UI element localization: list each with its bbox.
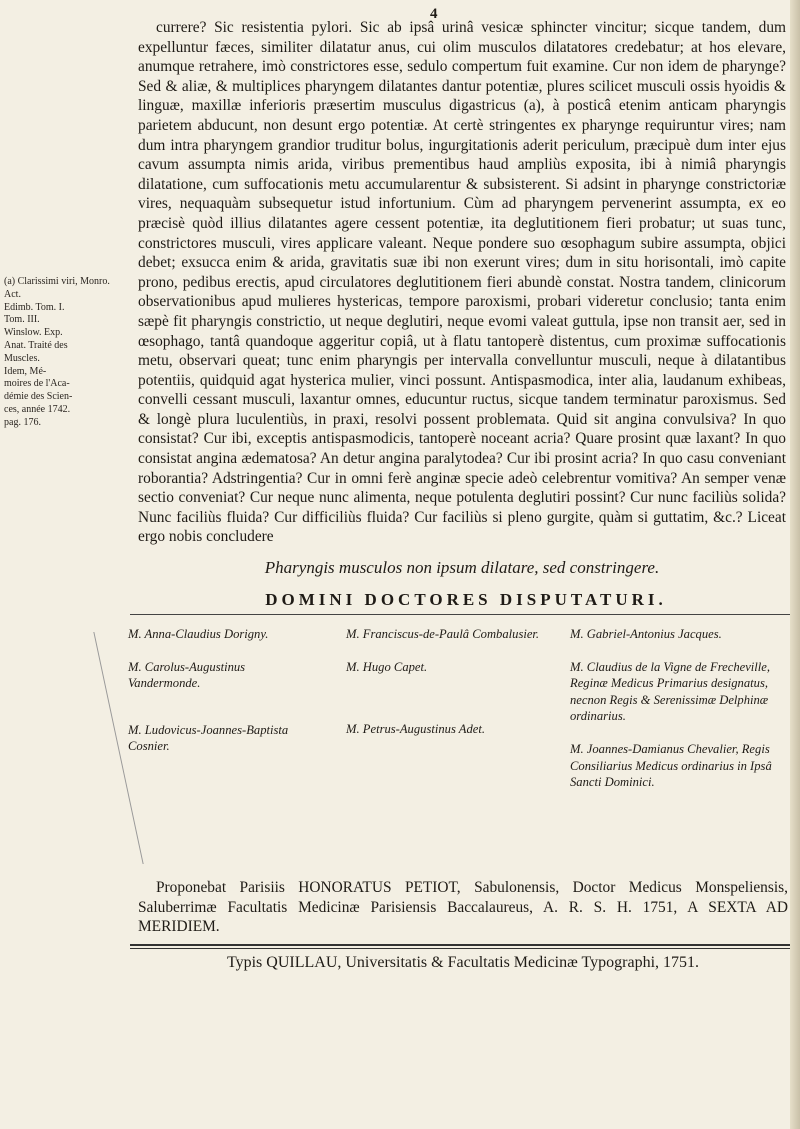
divider-thin [130, 948, 790, 949]
margin-note: Edimb. Tom. I. [4, 301, 65, 313]
divider-thick [130, 944, 790, 946]
body-paragraph: currere? Sic resistentia pylori. Sic ab ipsâ urinâ vesicæ sphincter vincitur; sicque tandem, dum expelluntur fæces, similiter dilatatur anus, cui olim musculos dilatatores credebatur; at hos elevare, anumque retrahere, imò constrictores esse, sedulo compertum fuit examine. Cur non idem de pharynge? Sed & aliæ, & multiplices pharyngem dilatantes dantur potentiæ, plures scilicet musculi ossis hyoidis & linguæ, maxillæ inferioris præsertim musculus digastricus (a), à posticâ etenim anticam pharyngis parietem abducunt, non desunt ergo potentiæ. At certè stringentes ex pharynge requiruntur vires; nam dum intra pharyngem grandior truditur bolus, ingurgitationis aderit periculum, præcipuè dum inter ejus cavum assumpta nimis arida, viribus prementibus haud ampliùs exposita, ibi à nimiâ pharyngis dilatatione, cum suffocationis metu accumularentur & subsisterent. Si adsint in pharynge constrictoriæ vires, nequaquàm subsequetur istud infortunium. Cùm ad pharyngem pervenerint assumpta, ex eo præcisè quòd illius dilatantes agere cessent potentiæ, ita deglutitionem fieri probatur; ut suas tunc, constrictores musculi, vires applicare valeant. Neque pondere suo œsophagum subire assumpta, objici debet; exsucca enim & arida, gravitatis suæ ibi non exerunt vires; dum in situ horisontali, imò capite prono, pedibus erectis, apud circulatores deglutitionem fieri abundè constat. Nostra tandem, clinicorum observationibus apud mulieres hystericas, tempore paroxismi, probari videretur conclusio; tanta enim sæpè fit pharyngis constrictio, ut neque deglutiri, neque evomi valeat guttula, ipse non transit aer, sed in œsophago, tantâ quandoque aggeritur copiâ, ut à flatu tantoperè distentus, cum proximæ suffocationis metu, observari queat; tunc enim pharyngis per intervalla convelluntur musculi, neque à dilatantibus potentiis, quidquid agat hysterica mulier, vinci possunt. Antispasmodica, inter alia, laudanum exhibeas, convelli cessant musculi, laxantur omnes, educuntur ructus, sicque tandem terminatur paroxismus. Sed & longè plura luculentiùs, in praxi, resolvi possent problemata. Quid sit angina convulsiva? In quo consistat? Cur ibi, exceptis antispasmodicis, tantoperè noceant acria? Quare prosint quæ laxant? In quo consistat angina ædematosa? An detur angina paralytodea? Cur ibi prosint acria? In quo casu conveniant roborantia? Adstringentia? Cur in omni ferè anginæ specie adeò celebrentur vomitiva? An semper venæ sectio conveniat? Cur neque nunc alimenta, neque potulenta deglutiri possint? Cur nunc faciliùs solida? Nunc faciliùs fluida? Cur difficiliùs fluida? Cur faciliùs si pleno gurgite, quàm si guttatim, &c.? Liceat ergo nobis concludere [138, 19, 786, 546]
margin-notes [4, 276, 126, 430]
doctors-column-1 [128, 626, 318, 771]
proponebat-text: Proponebat Parisiis HONORATUS PETIOT, Sabulonensis, Doctor Medicus Monspeliensis, Saluberrimæ Facultatis Medicinæ Parisiensis Baccalaureus, A. R. S. H. 1751, A SEXTA AD MERIDIEM. [138, 879, 788, 936]
doctor-entry: M. Hugo Capet. [346, 659, 428, 674]
doctor-entry: M. Anna-Claudius Dorigny. [128, 627, 269, 641]
doctors-column-2 [346, 626, 546, 754]
doctor-entry: M. Gabriel-Antonius Jacques. [570, 627, 722, 641]
margin-note: Muscles. [4, 352, 40, 364]
margin-note: démie des Scien- [4, 391, 73, 403]
doctor-entry: M. Carolus-Augustinus Vandermonde. [128, 659, 246, 691]
divider [130, 614, 790, 615]
doctors-heading: DOMINI DOCTORES DISPUTATURI. [265, 590, 667, 609]
doctor-entry: M. Claudius de la Vigne de Frecheville, Reginæ Medicus Primarius designatus, necnon Regis & Serenissimæ Delphinæ ordinarius. [570, 659, 771, 724]
margin-note: Idem, Mé- [4, 365, 47, 377]
margin-note: ces, année 1742. [4, 403, 71, 415]
thesis-statement: Pharyngis musculos non ipsum dilatare, sed constringere. [264, 558, 660, 577]
margin-note: (a) Clarissimi viri, Monro. Act. [4, 276, 110, 300]
margin-note: Winslow. Exp. [4, 327, 63, 339]
doctor-entry: M. Franciscus-de-Paulâ Combalusier. [346, 627, 540, 641]
doctors-column-3 [570, 626, 792, 807]
margin-note: pag. 176. [4, 416, 41, 428]
doctor-entry: M. Joannes-Damianus Chevalier, Regis Consiliarius Medicus ordinarius in Ipsâ Sancti Dominici. [570, 741, 772, 790]
margin-note: moires de l'Aca- [4, 378, 70, 390]
margin-note: Tom. III. [4, 314, 40, 326]
page-number: 4 [430, 6, 438, 22]
doctor-entry: M. Petrus-Augustinus Adet. [346, 722, 485, 737]
doctor-entry: M. Ludovicus-Joannes-Baptista Cosnier. [128, 722, 289, 754]
proponebat-block [138, 878, 788, 937]
page-edge [790, 0, 800, 1129]
margin-note: Anat. Traité des [4, 339, 68, 351]
printer-imprint: Typis QUILLAU, Universitatis & Facultatis Medicinæ Typographi, 1751. [226, 954, 700, 971]
main-body-text [138, 18, 786, 547]
